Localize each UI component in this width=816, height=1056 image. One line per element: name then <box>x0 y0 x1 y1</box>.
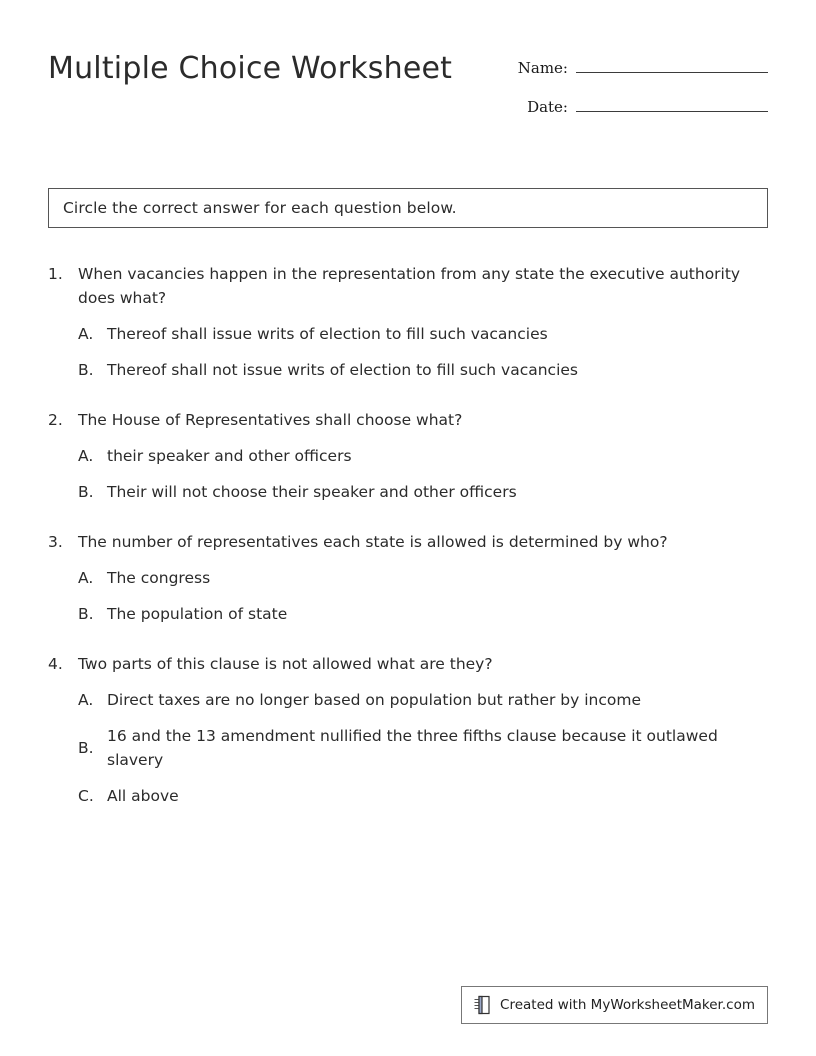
date-field-row <box>478 95 768 116</box>
book-icon <box>474 995 492 1015</box>
choice-list <box>48 566 768 626</box>
choice-text: Their will not choose their speaker and other officers <box>107 483 517 502</box>
page-title: Multiple Choice Worksheet <box>48 51 453 86</box>
name-date-fields <box>478 56 768 134</box>
question-row <box>48 408 768 432</box>
question-row <box>48 652 768 676</box>
date-label: Date: <box>527 98 568 116</box>
name-label: Name: <box>517 59 568 77</box>
choice-list <box>48 688 768 808</box>
question-item <box>48 652 768 808</box>
question-text: The number of representatives each state is allowed is determined by who? <box>78 533 668 552</box>
question-text: Two parts of this clause is not allowed what are they? <box>78 655 493 674</box>
choice-option[interactable] <box>78 688 768 712</box>
question-row <box>48 262 768 310</box>
choice-option[interactable] <box>78 444 768 468</box>
choice-letter: A. <box>78 447 94 466</box>
choice-option[interactable] <box>78 784 768 808</box>
choice-letter: B. <box>78 483 94 502</box>
question-number: 1. <box>48 265 63 283</box>
choice-letter: B. <box>78 605 94 624</box>
choice-letter: B. <box>78 739 94 758</box>
footer-badge[interactable] <box>461 986 768 1024</box>
question-number: 3. <box>48 533 63 552</box>
question-row <box>48 530 768 554</box>
footer-badge-text: Created with MyWorksheetMaker.com <box>500 997 755 1013</box>
choice-letter: A. <box>78 569 94 588</box>
choice-text: 16 and the 13 amendment nullified the three fifths clause because it outlawed slavery <box>107 727 718 770</box>
choice-text: The population of state <box>107 605 288 624</box>
choice-letter: B. <box>78 361 94 380</box>
questions-list <box>48 262 768 808</box>
choice-text: Thereof shall not issue writs of election to fill such vacancies <box>107 361 578 380</box>
choice-option[interactable] <box>78 602 768 626</box>
question-number: 2. <box>48 411 63 430</box>
choice-option[interactable] <box>78 724 768 772</box>
question-number: 4. <box>48 655 63 674</box>
choice-letter: C. <box>78 787 94 806</box>
instruction-box <box>48 188 768 228</box>
question-item <box>48 262 768 382</box>
choice-text: their speaker and other officers <box>107 447 352 466</box>
choice-letter: A. <box>78 325 94 344</box>
name-input[interactable] <box>576 56 768 73</box>
choice-text: Thereof shall issue writs of election to fill such vacancies <box>107 325 548 344</box>
instruction-text: Circle the correct answer for each question below. <box>63 199 457 217</box>
choice-option[interactable] <box>78 566 768 590</box>
question-text: When vacancies happen in the representation from any state the executive authority does what? <box>78 265 741 308</box>
choice-list <box>48 444 768 504</box>
name-field-row <box>478 56 768 77</box>
worksheet-header <box>48 48 768 134</box>
question-text: The House of Representatives shall choose what? <box>78 411 463 430</box>
question-item <box>48 530 768 626</box>
choice-letter: A. <box>78 691 94 710</box>
date-input[interactable] <box>576 95 768 112</box>
choice-option[interactable] <box>78 480 768 504</box>
choice-text: Direct taxes are no longer based on population but rather by income <box>107 691 642 710</box>
choice-text: All above <box>107 787 179 806</box>
choice-option[interactable] <box>78 358 768 382</box>
choice-text: The congress <box>107 569 211 588</box>
question-item <box>48 408 768 504</box>
choice-list <box>48 322 768 382</box>
choice-option[interactable] <box>78 322 768 346</box>
